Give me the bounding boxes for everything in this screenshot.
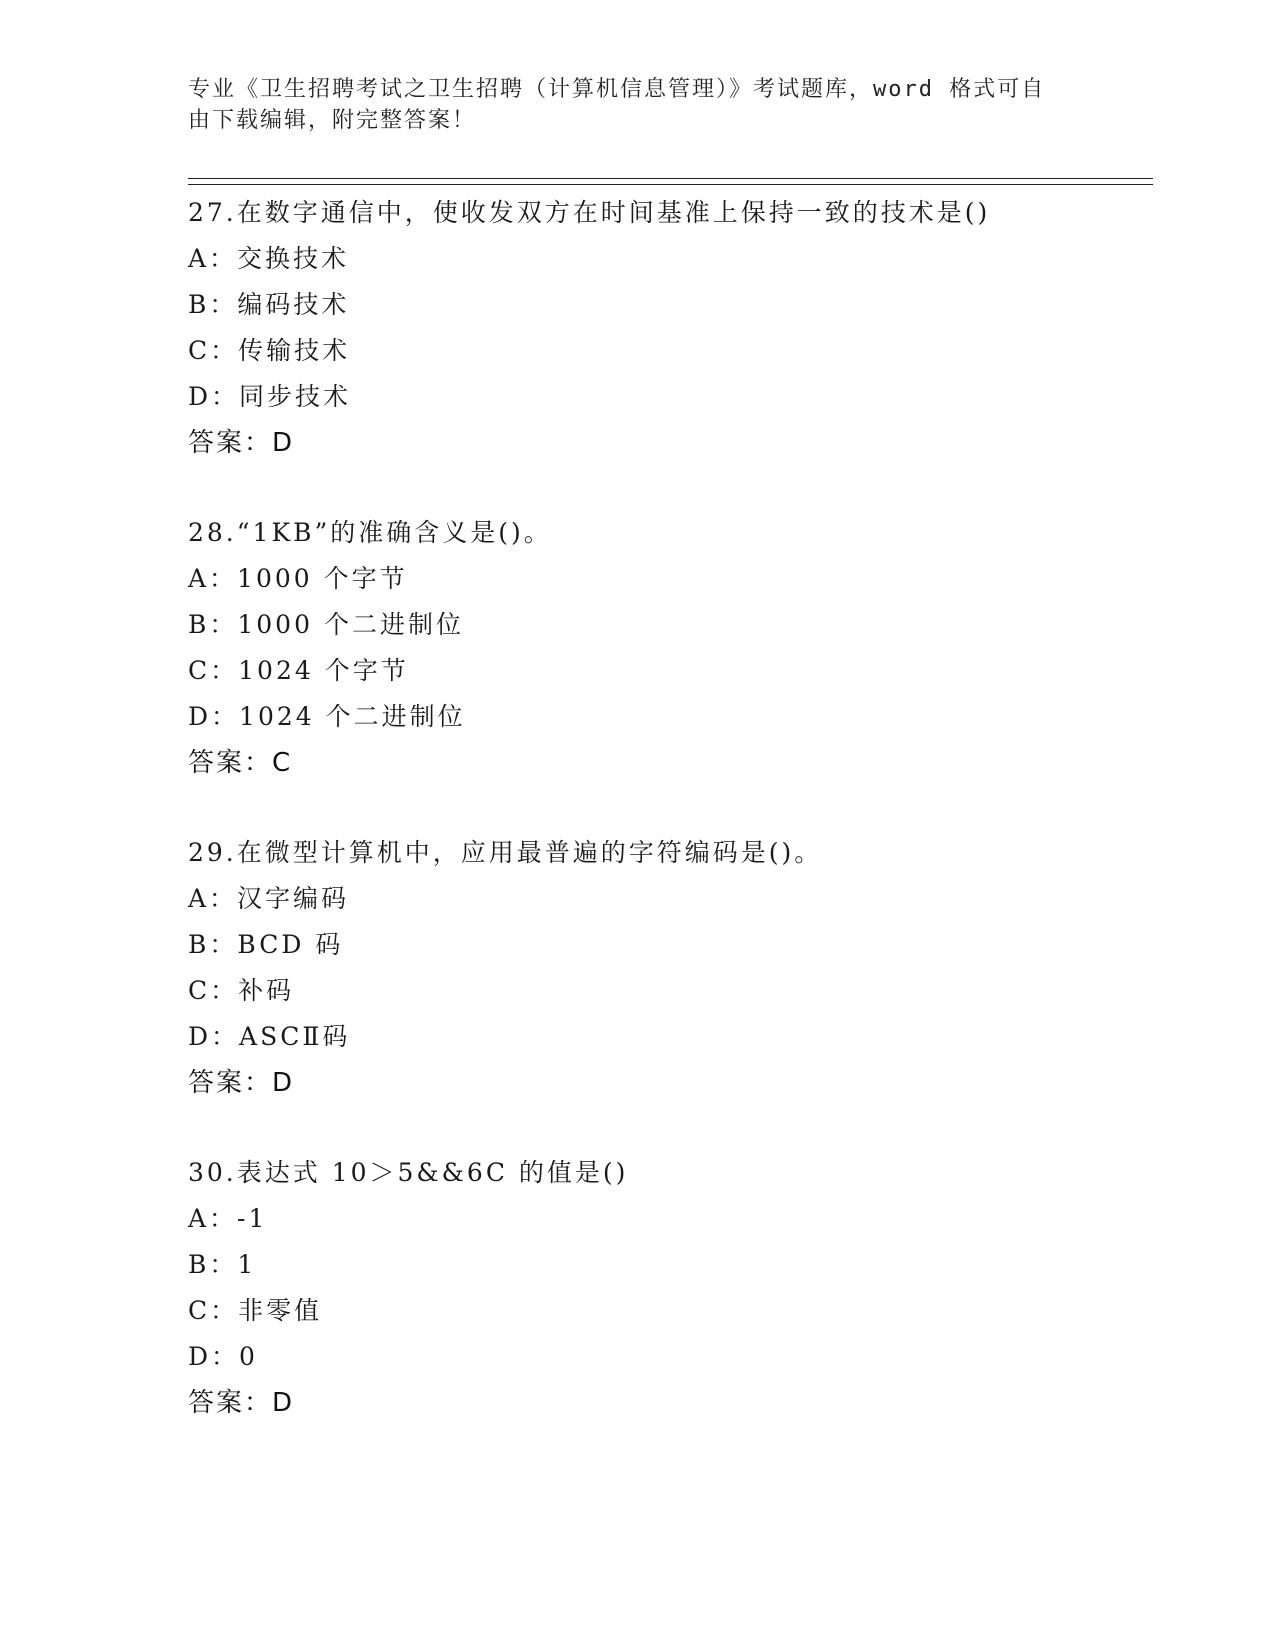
question-stem: 30.表达式 10＞5&&6C 的值是() <box>188 1158 629 1187</box>
option-c: C：传输技术 <box>188 336 351 365</box>
option-a: A：交换技术 <box>188 244 350 273</box>
question-28 <box>188 510 1153 786</box>
answer-line: 答案：D <box>188 428 295 458</box>
option-c: C：非零值 <box>188 1296 323 1325</box>
question-stem: 29.在微型计算机中，应用最普遍的字符编码是()。 <box>188 838 823 867</box>
option-a: A：-1 <box>188 1204 268 1233</box>
question-27 <box>188 190 1153 466</box>
option-d: D：0 <box>188 1342 258 1371</box>
option-b: B：编码技术 <box>188 290 350 319</box>
option-a: A：1000 个字节 <box>188 564 408 593</box>
header-line-1: 专业《卫生招聘考试之卫生招聘（计算机信息管理）》考试题库，word 格式可自 <box>188 77 1046 102</box>
option-b: B：1 <box>188 1250 257 1279</box>
header-divider-top <box>188 178 1153 179</box>
option-c: C：补码 <box>188 976 295 1005</box>
answer-line: 答案：C <box>188 748 293 778</box>
answer-line: 答案：D <box>188 1068 295 1098</box>
question-list <box>188 190 1153 1470</box>
option-d: D：1024 个二进制位 <box>188 702 466 731</box>
header-line-2: 由下载编辑，附完整答案！ <box>188 108 477 133</box>
question-29 <box>188 830 1153 1106</box>
option-b: B：1000 个二进制位 <box>188 610 464 639</box>
answer-line: 答案：D <box>188 1388 295 1418</box>
option-a: A：汉字编码 <box>188 884 350 913</box>
header-divider-bottom <box>188 184 1153 185</box>
question-30 <box>188 1150 1153 1426</box>
document-header <box>188 74 1088 136</box>
option-d: D：同步技术 <box>188 382 352 411</box>
question-stem: 27.在数字通信中，使收发双方在时间基准上保持一致的技术是() <box>188 198 991 227</box>
question-stem: 28.“1KB”的准确含义是()。 <box>188 518 552 547</box>
option-d: D：ASCⅡ码 <box>188 1022 351 1051</box>
option-b: B：BCD 码 <box>188 930 344 959</box>
option-c: C：1024 个字节 <box>188 656 409 685</box>
